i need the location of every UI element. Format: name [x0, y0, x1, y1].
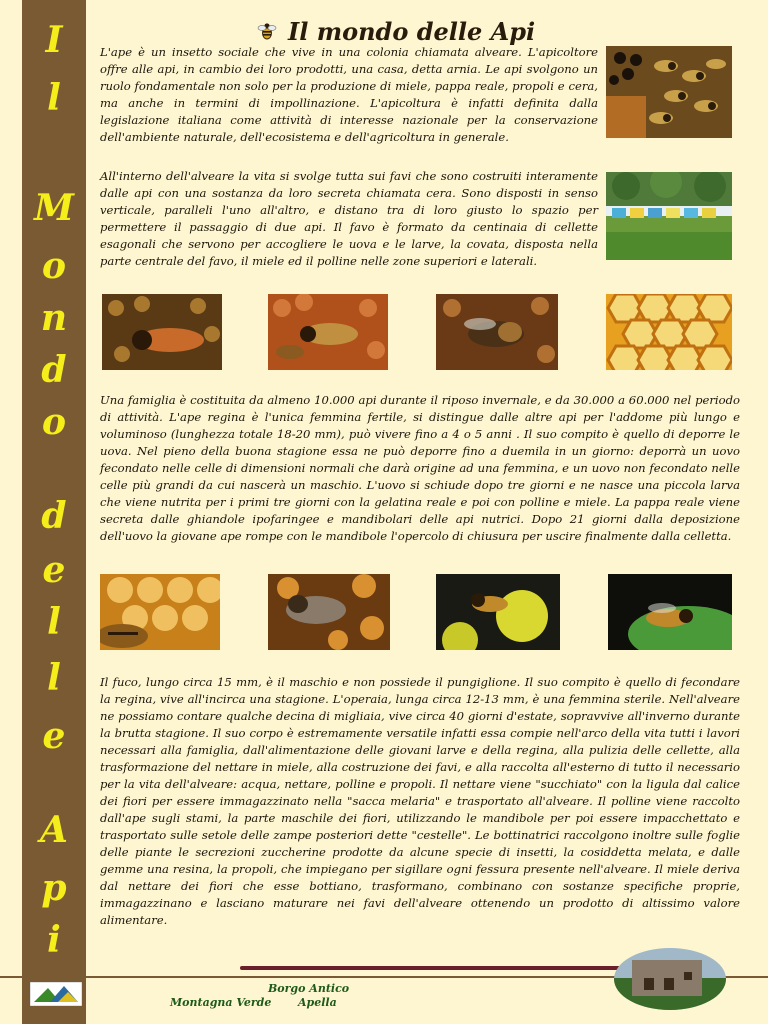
- side-title-letter: l: [47, 657, 61, 699]
- larvae-cells-photo: [100, 574, 220, 650]
- bee-on-leaf-photo: [608, 574, 732, 650]
- side-title-letter: A: [40, 809, 68, 851]
- paragraph-favi: All'interno dell'alveare la vita si svolge tutta sui favi che sono costruiti interamente dalle api con una sostanza da loro secreta chiamata cera. Sono disposti in senso verticale, paralleli l'uno all'altro, e distano tra di loro giusto lo spazio per permettere il passaggio di due api. Il favo è formato da centinaia di cellette esagonali che servono per accogliere le uova e le larve, la covata, disposta nella parte centrale del favo, il miele ed il polline nelle zone superiori e laterali.: [100, 169, 598, 268]
- side-title-letter: e: [42, 715, 66, 757]
- side-title-letter: e: [42, 549, 66, 591]
- side-title-letter: i: [47, 919, 61, 961]
- honeycomb-bees-photo: [606, 46, 732, 138]
- emerging-bee-photo: [268, 574, 390, 650]
- paragraph-fuco-operaia: Il fuco, lungo circa 15 mm, è il maschio e non possiede il pungiglione. Il suo compito è quello di fecondare la regina, vive all'incirca una stagione. L'operaia, lunga circa 12-13 mm, è una femmina sterile. Nell'alveare ne possiamo contare qualche decina di migliaia, vive circa 40 giorni d'estate, sopravvive all'inverno durante la brutta stagione. Il suo corpo è estremamente versatile infatti essa compie nell'arco della vita tutti i lavori necessari alla famiglia, dall'alimentazione delle giovani larve e della regina, alla pulizia delle cellette, alla trasformazione del nettare in miele, alla costruzione dei favi, e alla raccolta all'esterno di tutto il necessario per la vita dell'alveare: acqua, nettare, polline e propoli. Il nettare viene "succhiato" con la ligula dal calice dei fiori per essere immagazzinato nella "sacca melaria" e trasportato all'alveare. Il polline viene raccolto dall'ape sugli stami, la parte maschile dei fiori, utilizzando le mandibole per poi essere impacchettato e trasportato sulle setole delle zampe posteriori dette "cestelle". Le bottinatrici raccolgono inoltre sulle foglie delle piante le secrezioni zuccherine prodotte da alcune specie di insetti, la cosiddetta melata, e dalle gemme una resina, la propoli, che impiegano per sigillare ogni fessura presente nell'alveare. Il miele deriva dal nettare dei fiori che esse bottiano, trasformano, combinano con sostanze specifiche proprie, immagazzinano e lasciano maturare nei favi dell'alveare ottenendo un prodotto di altissimo valore alimentare.: [100, 675, 740, 927]
- beehives-meadow-photo: [606, 172, 732, 260]
- capped-honeycomb-photo: [606, 294, 732, 370]
- bees-on-brood-photo: [268, 294, 388, 370]
- village-photo: [614, 948, 726, 1010]
- side-title-letter: l: [47, 77, 61, 119]
- footer-brand: Borgo Antico: [268, 982, 350, 995]
- paragraph-intro: L'ape è un insetto sociale che vive in una colonia chiamata alveare. L'apicoltore offre alle api, in cambio dei loro prodotti, una casa, detta arnia. Le api svolgono un ruolo fondamentale non solo per la produzione di miele, pappa reale, propoli e cera, ma anche in termini di impollinazione. L'apicoltura è infatti definita dalla legislazione italiana come attività di interesse nazionale per la conservazione dell'ambiente naturale, dell'ecosistema e dell'agricoltura in generale.: [100, 45, 598, 144]
- logo-mountains: [30, 982, 82, 1006]
- mountain-logo-icon: [30, 982, 82, 1006]
- footer-right-text: Apella: [298, 996, 337, 1009]
- side-title-letter: o: [41, 245, 66, 287]
- bee-icon: [256, 20, 278, 42]
- side-title-letter: n: [40, 297, 68, 339]
- side-title-letter: I: [45, 19, 63, 61]
- side-title-letter: p: [41, 867, 67, 909]
- bee-on-yellow-flower-photo: [436, 574, 560, 650]
- side-title-letter: M: [34, 187, 74, 229]
- queen-bee-photo: [102, 294, 222, 370]
- footer-divider: [240, 966, 620, 970]
- paragraph-famiglia: Una famiglia è costituita da almeno 10.000 api durante il riposo invernale, e da 30.000 a 60.000 nel periodo di attività. L'ape regina è l'unica femmina fertile, si distingue dalle altre api per l'addome più lungo e voluminoso (lunghezza totale 18-20 mm), può vivere fino a 4 o 5 anni . Il suo compito è quello di deporre le uova. Nel pieno della buona stagione essa ne può deporre fino a duemila in un giorno: deporrà un uovo fecondato nelle celle di dimensioni normali che darà origine ad una femmina, e un uovo non fecondato nelle celle più grandi da cui nascerà un maschio. L'uovo si schiude dopo tre giorni e ne nasce una piccola larva che viene nutrita per i primi tre giorni con la gelatina reale e poi con polline e miele. La pappa reale viene secreta dalle ghiandole ipofaringee e mandibolari delle api nutrici. Dopo 21 giorni dalla deposizione dell'uovo la giovane ape rompe con le mandibole l'opercolo di chiusura per uscire finalmente dalla celletta.: [100, 393, 740, 543]
- side-title-letter: d: [41, 349, 67, 391]
- side-title-letter: l: [47, 601, 61, 643]
- worker-bees-photo: [436, 294, 558, 370]
- side-title-letter: d: [41, 495, 67, 537]
- page-title: Il mondo delle Api: [288, 16, 536, 46]
- page-header: [256, 14, 535, 48]
- side-title-letter: o: [41, 401, 66, 443]
- footer-left-text: Montagna Verde: [170, 996, 272, 1009]
